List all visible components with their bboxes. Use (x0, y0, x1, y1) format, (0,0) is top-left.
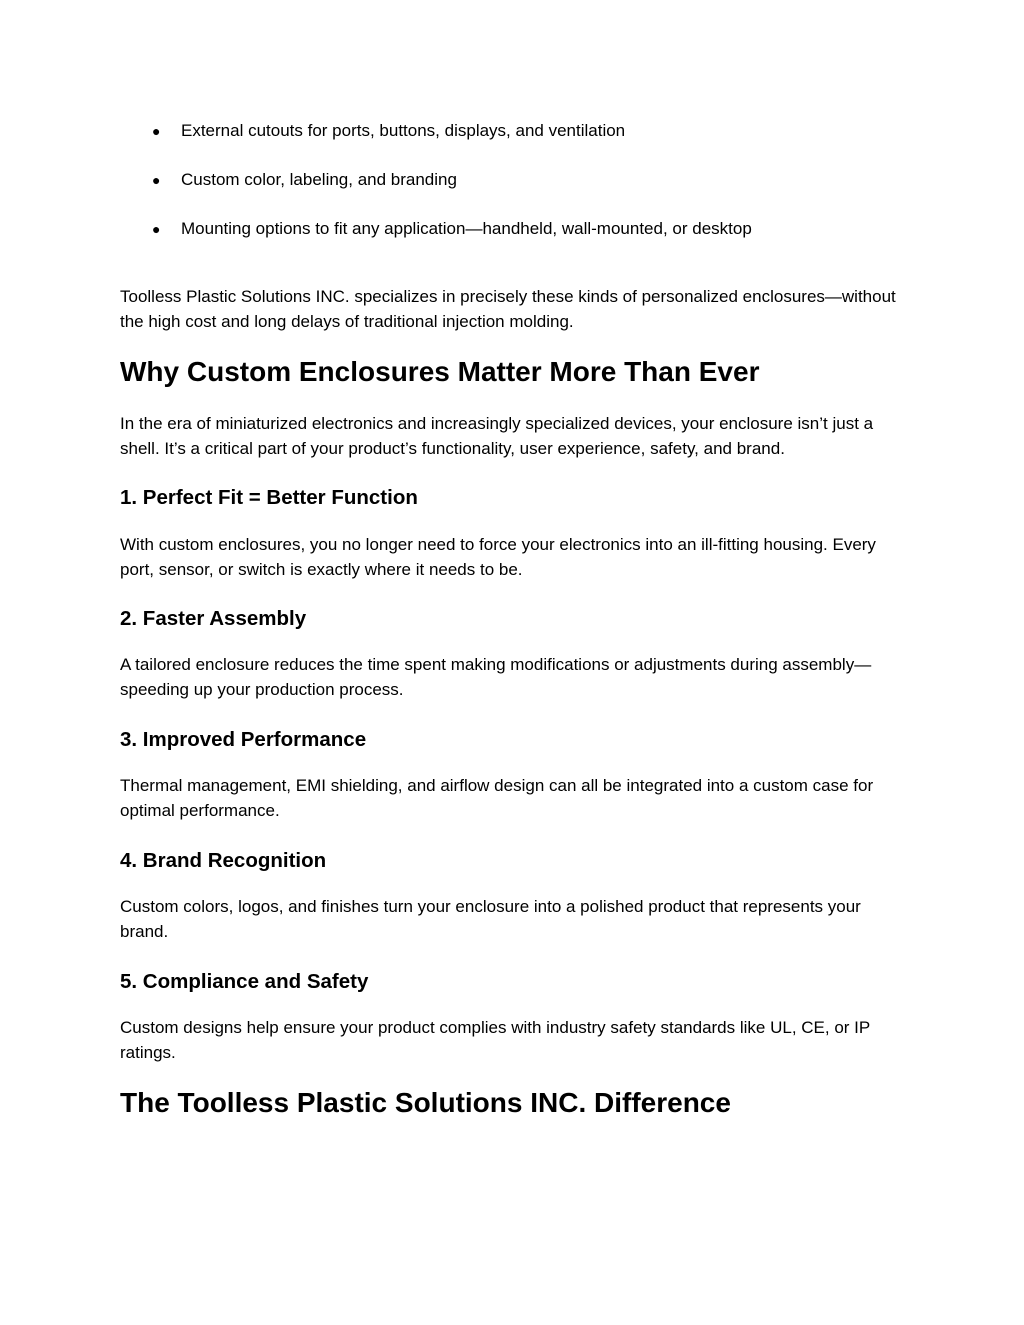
bullet-dot-icon: ● (152, 172, 161, 188)
bullet-dot-icon: ● (152, 123, 161, 139)
paragraph-improved-performance: Thermal management, EMI shielding, and airflow design can all be integrated into a custom case for optimal performance. (120, 776, 874, 820)
subheading-compliance-safety: 5. Compliance and Safety (120, 970, 369, 993)
section-heading-why: Why Custom Enclosures Matter More Than Ever (120, 356, 760, 387)
section-heading-difference: The Toolless Plastic Solutions INC. Difference (120, 1087, 731, 1118)
feature-bullet-list (150, 119, 752, 266)
paragraph-brand-recognition: Custom colors, logos, and finishes turn your enclosure into a polished product that represents your brand. (120, 897, 861, 941)
subheading-faster-assembly: 2. Faster Assembly (120, 607, 307, 630)
bullet-item (150, 168, 752, 217)
bullet-item (150, 119, 752, 168)
bullet-text: Mounting options to fit any application—handheld, wall-mounted, or desktop (181, 219, 752, 238)
intro-paragraph: Toolless Plastic Solutions INC. specializes in precisely these kinds of personalized enclosures—without the high cost and long delays of traditional injection molding. (120, 287, 896, 331)
paragraph-compliance-safety: Custom designs help ensure your product complies with industry safety standards like UL, CE, or IP ratings. (120, 1018, 870, 1062)
section-paragraph-why: In the era of miniaturized electronics and increasingly specialized devices, your enclosure isn’t just a shell. It’s a critical part of your product’s functionality, user experience, safety, and brand. (120, 414, 874, 458)
subheading-perfect-fit: 1. Perfect Fit = Better Function (120, 486, 418, 509)
paragraph-perfect-fit: With custom enclosures, you no longer need to force your electronics into an ill-fitting housing. Every port, sensor, or switch is exactly where it needs to be. (120, 535, 876, 579)
bullet-text: Custom color, labeling, and branding (181, 170, 457, 189)
bullet-text: External cutouts for ports, buttons, displays, and ventilation (181, 121, 626, 140)
subheading-improved-performance: 3. Improved Performance (120, 728, 367, 751)
paragraph-faster-assembly: A tailored enclosure reduces the time spent making modifications or adjustments during assembly—speeding up your production process. (120, 655, 872, 699)
subheading-brand-recognition: 4. Brand Recognition (120, 849, 327, 872)
bullet-dot-icon: ● (152, 221, 161, 237)
bullet-item (150, 217, 752, 266)
